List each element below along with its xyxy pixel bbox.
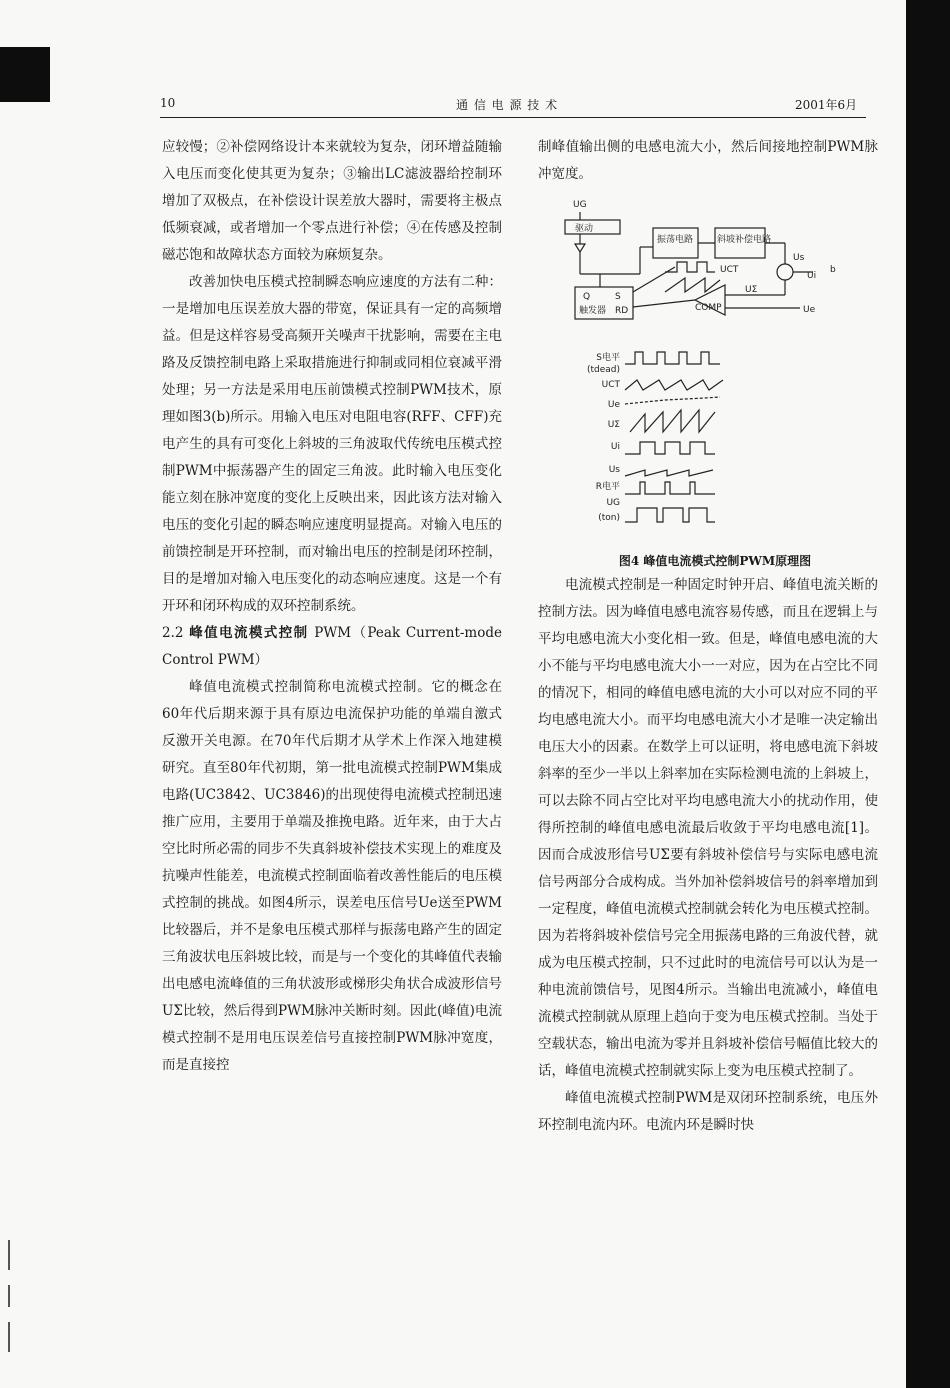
ff-q: Q [583, 292, 591, 302]
paragraph: 制峰值输出侧的电感电流大小，然后间接地控制PWM脉冲宽度。 [538, 139, 878, 182]
issue-date: 2001年6月 [795, 98, 858, 112]
waveform-usum [630, 410, 715, 432]
block-comp: COMP [695, 303, 722, 313]
scan-artifact-bar [906, 0, 950, 1388]
waveform-uct [625, 380, 723, 390]
left-column [162, 134, 502, 1079]
wave-label: (tdead) [586, 365, 620, 375]
paragraph: 峰值电流模式控制PWM是双闭环控制系统，电压外环控制电流内环。电流内环是瞬时快 [538, 1090, 878, 1133]
paragraph: 应较慢；②补偿网络设计本来就较为复杂，闭环增益随输入电压而变化使其更为复杂；③输出LC滤波器给控制环增加了双极点，在补偿设计误差放大器时，需要将主极点低频衰减，或者增加一个零点进行补偿；④在传感及控制磁芯饱和故障状态方面较为麻烦复杂。 [162, 139, 502, 263]
scan-artifact-mark [8, 1322, 10, 1352]
block-drive: 驱动 [575, 224, 594, 234]
right-column-top [538, 134, 878, 188]
block-oscillator: 振荡电路 [657, 235, 694, 245]
waveform-r [625, 482, 715, 494]
scan-artifact-block [0, 47, 50, 102]
paragraph: 峰值电流模式控制简称电流模式控制。它的概念在60年代后期来源于具有原边电流保护功能的单端自激式反激开关电源。在70年代后期才从学术上作深入地建模研究。直至80年代初期，第一批电流模式控制PWM集成电路(UC3842、UC3846)的出现使得电流模式控制迅速推广应用，主要用于单端及推挽电路。近年来，由于大占空比时所必需的同步不失真斜坡补偿技术实现上的难度及抗噪声性能差，电流模式控制面临着改善性能后的电压模式控制的挑战。如图4所示，误差电压信号Ue送至PWM比较器后，并不是象电压模式那样与振荡电路产生的固定三角波状电压斜坡比较，而是与一个变化的其峰值代表输出电感电流峰值的三角状波形或梯形尖角状合成波形信号UΣ比较，然后得到PWM脉冲关断时刻。因此(峰值)电流模式控制不是用电压误差信号直接控制PWM脉冲宽度，而是直接控 [162, 679, 502, 1073]
page-number: 10 [160, 96, 176, 110]
waveform-ug [625, 508, 715, 522]
circuit-diagram [545, 192, 885, 547]
figure-4 [545, 192, 885, 547]
section-number: 2.2 [162, 625, 184, 641]
paragraph: 改善加快电压模式控制瞬态响应速度的方法有二种：一是增加电压误差放大器的带宽，保证具有一定的高频增益。但是这样容易受高频开关噪声干扰影响，需要在主电路及反馈控制电路上采取措施进行抑制或同相位衰减平滑处理；另一方法是采用电压前馈模式控制PWM技术，原理如图3(b)所示。用输入电压对电阻电容(RFF、CFF)充电产生的具有可变化上斜坡的三角波取代传统电压模式控制PWM中振荡器产生的固定三角波。此时输入电压变化能立刻在脉冲宽度的变化上反映出来，因此该方法对输入电压的变化引起的瞬态响应速度明显提高。对输入电压的前馈控制是开环控制，而对输出电压的控制是闭环控制，目的是增加对输入电压变化的动态响应速度。这是一个有开环和闭环构成的双环控制系统。 [162, 274, 502, 614]
wave-label: UCT [601, 380, 620, 390]
label-ug: UG [573, 200, 587, 210]
label-b: b [830, 265, 836, 275]
ff-s: S [615, 292, 621, 302]
label-uct: UCT [720, 265, 739, 275]
scan-artifact-mark [8, 1285, 10, 1307]
header-rule [160, 117, 866, 118]
label-us: Us [793, 253, 805, 263]
block-ramp-comp: 斜坡补偿电路 [717, 235, 772, 245]
scan-artifact-mark [8, 1240, 10, 1270]
section-heading [162, 620, 502, 674]
wave-label: R电平 [595, 482, 620, 492]
journal-title: 通 信 电 源 技 术 [456, 98, 559, 112]
wave-label: S电平 [596, 353, 620, 363]
paragraph: 电流模式控制是一种固定时钟开启、峰值电流关断的控制方法。因为峰值电感电流容易传感，而且在逻辑上与平均电感电流大小变化相一致。但是，峰值电感电流的大小不能与平均电感电流大小一一对应，因为在占空比不同的情况下，相同的峰值电感电流的大小可以对应不同的平均电感电流大小。而平均电感电流大小才是唯一决定输出电压大小的因素。在数学上可以证明，将电感电流下斜坡斜率的至少一半以上斜率加在实际检测电流的上斜坡上，可以去除不同占空比对平均电感电流大小的扰动作用，使得所控制的峰值电感电流最后收敛于平均电感电流[1]。因而合成波形信号UΣ要有斜坡补偿信号与实际电感电流信号两部分合成构成。当外加补偿斜坡信号的斜率增加到一定程度，峰值电流模式控制就会转化为电压模式控制。因为若将斜坡补偿信号完全用振荡电路的三角波代替，就成为电压模式控制，只不过此时的电流信号可以认为是一种电流前馈信号，见图4所示。当输出电流减小，峰值电流模式控制就从原理上趋向于变为电压模式控制。当处于空载状态，输出电流为零并且斜坡补偿信号幅值比较大的话，峰值电流模式控制就实际上变为电压模式控制了。 [538, 577, 878, 1079]
block-flipflop: 触发器 [579, 306, 607, 316]
wave-label: UG [606, 498, 620, 508]
wave-label: Us [608, 465, 620, 475]
waveform-us [625, 470, 713, 476]
wave-label: Ui [610, 442, 620, 452]
right-column-bottom [538, 572, 878, 1139]
waveform-ue [625, 397, 720, 404]
figure-caption: 图4 峰值电流模式控制PWM原理图 [618, 554, 812, 568]
section-title-rest: PWM（Peak Current-mode Control PWM） [162, 625, 502, 668]
label-ui: Ui [807, 271, 817, 281]
section-title: 峰值电流模式控制 [189, 625, 309, 641]
ff-rd: RD [615, 306, 629, 316]
label-ue: Ue [803, 305, 816, 315]
wave-label: Ue [607, 400, 620, 410]
wave-label: UΣ [607, 420, 620, 430]
wave-label: (ton) [598, 513, 620, 523]
waveform-s [625, 352, 720, 364]
waveform-ui [625, 442, 715, 454]
label-usum: UΣ [745, 285, 758, 295]
